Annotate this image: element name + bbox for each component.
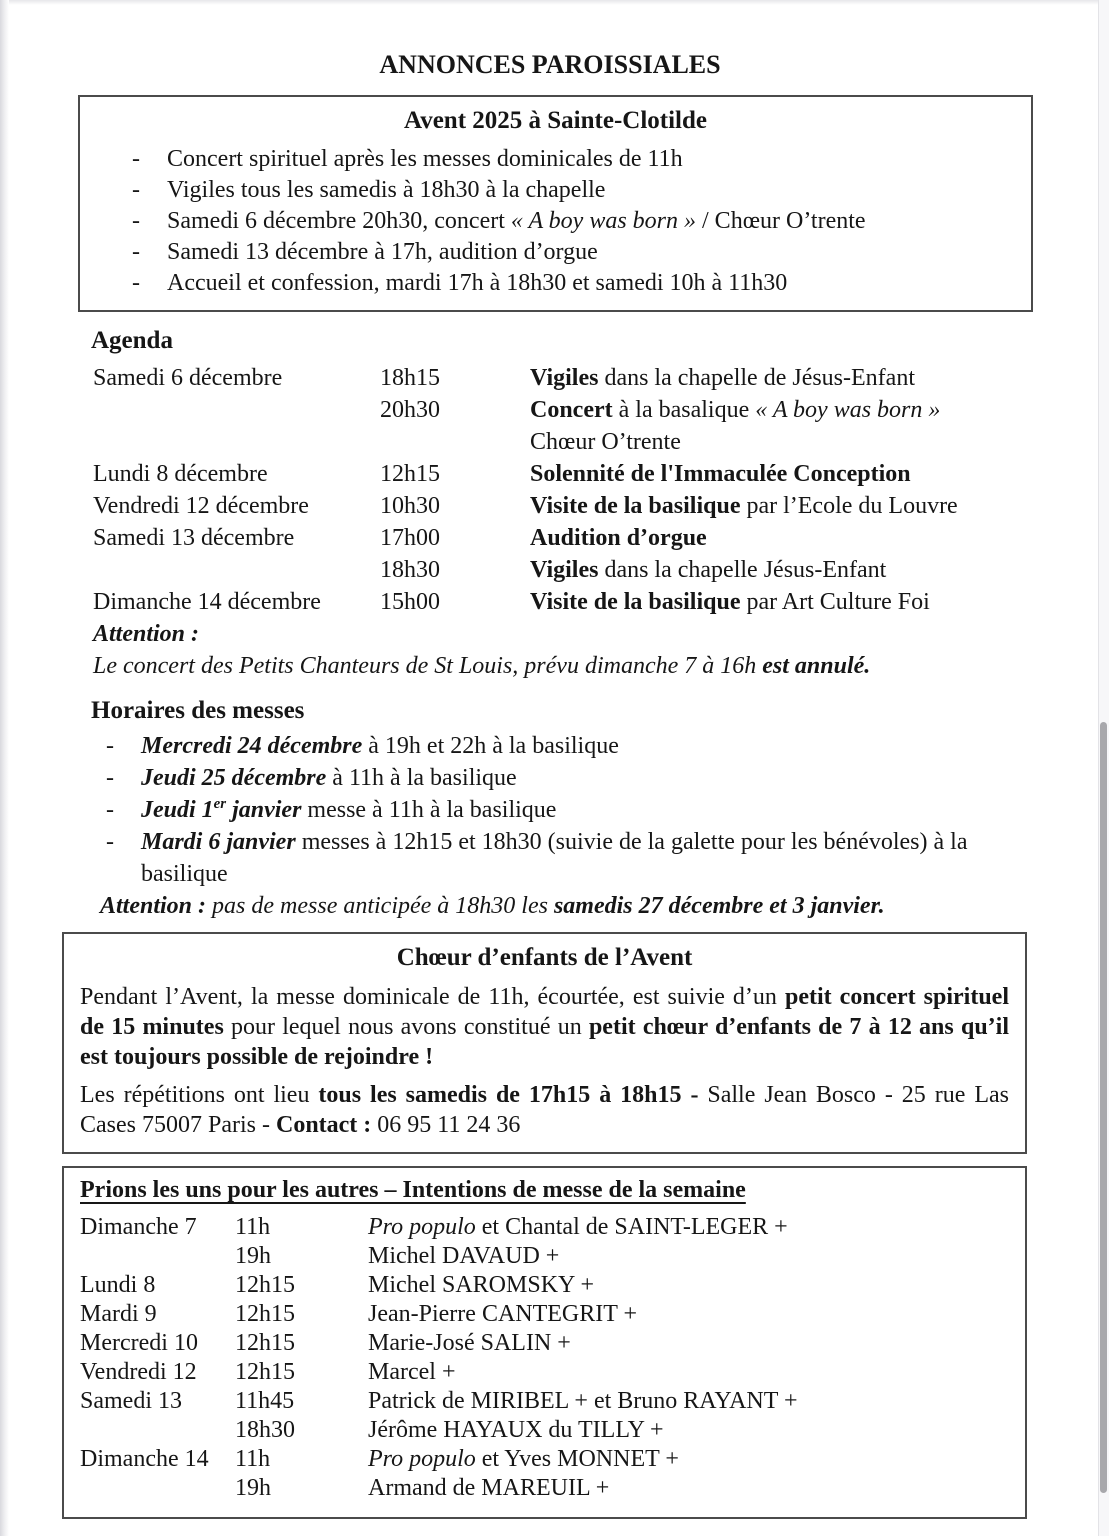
horaires-bullet-item [106,826,1021,890]
text-segment: Solennité de l'Immaculée Conception [530,461,911,487]
avent-bullet-list [80,144,1031,299]
horaires-bullet-item [106,794,1021,826]
intention-row [80,1271,1009,1300]
intention-date: Vendredi 12 [80,1359,197,1385]
horaires-bullet-text [141,797,556,823]
agenda-time: 20h30 [380,397,440,423]
horaires-bullet-list [0,730,1100,890]
text-segment: dans la chapelle de Jésus-Enfant [598,365,915,391]
intention-row [80,1242,1009,1271]
agenda-row [93,586,1100,618]
intention-date: Mardi 9 [80,1301,157,1327]
intention-row [80,1358,1009,1387]
text-segment: Mercredi 24 décembre [141,733,363,759]
agenda-date: Samedi 6 décembre [93,365,283,391]
intention-date: Mercredi 10 [80,1330,198,1356]
agenda-date: Samedi 13 décembre [93,525,295,551]
text-segment: 06 95 11 24 36 [371,1112,521,1138]
agenda-row [93,362,1100,394]
agenda-date [93,554,380,586]
agenda-row [93,458,1100,490]
text-segment: Concert spirituel après les messes dominicales de 11h [167,146,683,172]
text-segment: dans la chapelle Jésus-Enfant [598,557,887,583]
text-segment: Jean-Pierre CANTEGRIT + [368,1301,638,1327]
text-segment: petit concert spirituel de 15 minutes [80,984,1009,1040]
intention-time: 19h [235,1243,271,1269]
agenda-time [380,426,530,458]
horaires-bullet-item [106,730,1021,762]
intention-row [80,1213,1009,1242]
agenda-date: Lundi 8 décembre [93,461,268,487]
intention-time: 12h15 [235,1301,295,1327]
intention-name [368,1416,1009,1445]
text-segment: Vigiles tous les samedis à 18h30 à la chapelle [167,177,606,203]
intention-time: 12h15 [235,1272,295,1298]
choeur-box [62,932,1027,1154]
agenda-row [93,490,1100,522]
text-segment: à 19h et 22h à la basilique [362,733,619,759]
intention-name [368,1387,1009,1416]
intention-name [368,1329,1009,1358]
text-segment: Chœur O’trente [530,429,681,455]
intention-row [80,1329,1009,1358]
agenda-date [93,394,380,426]
text-segment: Accueil et confession, mardi 17h à 18h30 et samedi 10h à 11h30 [167,270,788,296]
intention-name [368,1242,1009,1271]
intention-row [80,1300,1009,1329]
agenda-attention-label [93,618,1100,650]
agenda-time: 15h00 [380,589,440,615]
dash-bullet: - [132,208,140,234]
agenda-description [530,426,1100,458]
text-segment: janvier [226,797,302,823]
agenda-time: 17h00 [380,525,440,551]
avent-bullet-item [80,175,1031,206]
text-segment: Salle Jean Bosco - 25 rue Las Cases 75007 Paris - [80,1082,1010,1138]
text-segment: à la basalique [612,397,756,423]
agenda-time: 10h30 [380,493,440,519]
text-segment: tous les samedis de 17h15 à 18h15 - [318,1082,699,1108]
dash-bullet: - [106,733,114,759]
intention-name [368,1445,1009,1474]
text-segment: Armand de MAREUIL + [368,1475,610,1501]
avent-bullet-text [167,175,605,206]
text-segment: est annulé. [762,653,871,679]
intention-row [80,1445,1009,1474]
horaires-bullet-text [141,733,619,759]
horaires-bullet-item [106,762,1021,794]
agenda-description [530,522,1100,554]
avent-bullet-item [80,144,1031,175]
text-segment: par l’Ecole du Louvre [740,493,958,519]
text-segment: Le concert des Petits Chanteurs de St Louis, prévu dimanche 7 à 16h [93,653,763,679]
text-segment: Vigiles [530,365,599,391]
intention-name [368,1474,1009,1503]
text-segment: Samedi 13 décembre à 17h, audition d’orgue [167,239,598,265]
intention-time: 11h45 [235,1388,295,1414]
avent-bullet-text [167,237,598,268]
text-segment: pour lequel nous avons constitué un [223,1014,589,1040]
text-segment: Contact : [275,1112,372,1138]
intention-time: 11h [235,1446,271,1472]
intention-date [80,1474,235,1503]
prions-box-title: Prions les uns pour les autres – Intentions de messe de la semaine [80,1177,746,1203]
prions-box [62,1166,1027,1519]
intention-date [80,1242,235,1271]
intention-time: 19h [235,1475,271,1501]
intention-time: 11h [235,1214,271,1240]
agenda-description [530,490,1100,522]
avent-bullet-item [80,237,1031,268]
agenda-time: 18h30 [380,557,440,583]
avent-box [78,95,1033,312]
intention-name [368,1271,1009,1300]
text-segment: messe à 11h à la basilique [301,797,557,823]
text-segment: Samedi 6 décembre 20h30, concert [167,208,511,234]
text-segment: Concert [530,397,613,423]
text-segment: « A boy was born » [755,397,941,423]
agenda-time: 12h15 [380,461,440,487]
prions-table [80,1213,1009,1503]
intention-date [80,1416,235,1445]
dash-bullet: - [132,239,140,265]
intention-name [368,1358,1009,1387]
agenda-row [93,426,1100,458]
agenda-date: Vendredi 12 décembre [93,493,309,519]
text-segment: Mardi 6 janvier [141,829,296,855]
agenda-row [93,394,1100,426]
intention-row [80,1387,1009,1416]
agenda-row [93,522,1100,554]
intention-time: 12h15 [235,1359,295,1385]
dash-bullet: - [132,270,140,296]
agenda-description [530,362,1100,394]
text-segment: Visite de la basilique [530,493,741,519]
avent-bullet-item [80,268,1031,299]
dash-bullet: - [106,797,114,823]
horaires-bullet-text [141,829,968,887]
agenda-heading: Agenda [91,327,173,354]
text-segment: Michel DAVAUD + [368,1243,560,1269]
intention-date: Samedi 13 [80,1388,182,1414]
text-segment: / Chœur O’trente [696,208,866,234]
dash-bullet: - [106,765,114,791]
agenda-description [530,394,1100,426]
text-segment: Attention : [100,893,207,919]
text-segment: er [213,796,227,812]
text-segment: et Yves MONNET + [475,1446,679,1472]
avent-bullet-text [167,268,787,299]
agenda-description [530,554,1100,586]
text-segment: Pro populo [368,1214,476,1240]
text-segment: Jérôme HAYAUX du TILLY + [368,1417,664,1443]
horaires-heading: Horaires des messes [91,697,305,724]
agenda-description [530,586,1100,618]
text-segment: « A boy was born » [510,208,697,234]
text-segment: Jeudi 25 décembre [141,765,327,791]
page-left-edge-shadow [0,0,9,1536]
text-segment: petit chœur d’enfants de 7 à 12 ans qu’il est toujours possible de rejoindre ! [80,1014,1009,1070]
avent-bullet-text [167,206,866,237]
text-segment: Visite de la basilique [530,589,741,615]
dash-bullet: - [106,829,114,855]
intention-date: Dimanche 7 [80,1214,197,1240]
agenda-row [93,554,1100,586]
intention-time: 18h30 [235,1417,295,1443]
text-segment: samedis 27 décembre et 3 janvier. [553,893,885,919]
text-segment: Vigiles [530,557,599,583]
text-segment: Pro populo [368,1446,476,1472]
intention-name [368,1213,1009,1242]
text-segment: Patrick de MIRIBEL + et Bruno RAYANT + [368,1388,798,1414]
dash-bullet: - [132,177,140,203]
agenda-attention-note [93,650,1100,682]
text-segment: pas de messe anticipée à 18h30 les [206,893,554,919]
avent-bullet-item [80,206,1031,237]
text-segment: messes à 12h15 et 18h30 (suivie de la galette pour les bénévoles) à la basilique [141,829,968,887]
text-segment: Les répétitions ont lieu [80,1082,319,1108]
intention-row [80,1416,1009,1445]
text-segment: par Art Culture Foi [740,589,930,615]
intention-row [80,1474,1009,1503]
avent-box-title: Avent 2025 à Sainte-Clotilde [404,107,707,134]
dash-bullet: - [132,146,140,172]
agenda-date [93,426,380,458]
text-segment: Audition d’orgue [530,525,707,551]
text-segment: et Chantal de SAINT-LEGER + [475,1214,788,1240]
text-segment: à 11h à la basilique [326,765,517,791]
intention-date: Lundi 8 [80,1272,156,1298]
choeur-box-title: Chœur d’enfants de l’Avent [396,944,693,971]
text-segment: Jeudi 1 [141,797,214,823]
agenda-description [530,458,1100,490]
text-segment: Marcel + [368,1359,456,1385]
choeur-paragraph-2 [80,1080,1009,1140]
intention-time: 12h15 [235,1330,295,1356]
intention-date: Dimanche 14 [80,1446,209,1472]
text-segment: Pendant l’Avent, la messe dominicale de 11h, écourtée, est suivie d’un [80,984,785,1010]
text-segment: Attention : [93,621,200,647]
text-segment: Michel SAROMSKY + [368,1272,594,1298]
agenda-time: 18h15 [380,365,440,391]
choeur-paragraph-1 [80,982,1009,1072]
page-top-edge-shadow [0,0,1109,5]
intention-name [368,1300,1009,1329]
page-title: ANNONCES PAROISSIALES [379,50,721,79]
agenda-table [93,362,1100,618]
scrollbar-thumb[interactable] [1100,722,1107,1493]
avent-bullet-text [167,144,683,175]
agenda-date: Dimanche 14 décembre [93,589,321,615]
horaires-attention-note [100,890,1100,922]
text-segment: Marie-José SALIN + [368,1330,571,1356]
horaires-bullet-text [141,765,517,791]
